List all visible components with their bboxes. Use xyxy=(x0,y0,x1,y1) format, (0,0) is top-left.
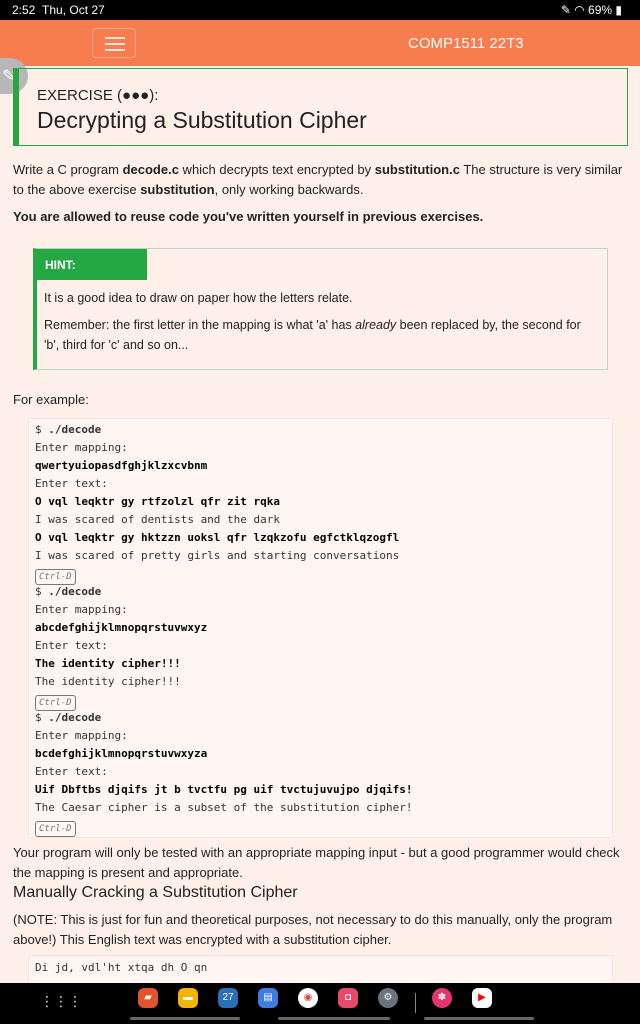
example-code-block xyxy=(28,418,613,838)
status-bar xyxy=(0,0,640,20)
output-line: I was scared of dentists and the dark xyxy=(35,513,281,526)
user-input-line: O vql leqktr gy rtfzolzl qfr zit rqka xyxy=(35,495,281,508)
settings-gear-icon[interactable]: ⚙ xyxy=(378,988,398,1008)
dock-divider xyxy=(415,993,416,1013)
command-text: ./decode xyxy=(48,585,102,598)
user-input-line: qwertyuiopasdfghjklzxcvbnm xyxy=(35,459,208,472)
pencil-icon: ✎ xyxy=(2,68,16,85)
flower-app-icon[interactable]: ✽ xyxy=(432,988,452,1008)
user-input-line: The identity cipher!!! xyxy=(35,657,181,670)
testing-note: Your program will only be tested with an appropriate mapping input - but a good programmer would check the mapping is present and appropriate. xyxy=(13,845,620,880)
shell-prompt: $ xyxy=(35,585,49,598)
exercise-title: Decrypting a Substitution Cipher xyxy=(37,107,367,133)
status-right: ✎ ◠ 69% ▮ xyxy=(560,3,622,17)
intro-paragraph: Write a C program decode.c which decrypts text encrypted by substitution.c The structure is very similar to the above exercise substitution, only working backwards. xyxy=(13,162,623,197)
output-line: Enter mapping: xyxy=(35,603,128,616)
status-time: 2:52 Thu, Oct 27 xyxy=(12,3,105,17)
user-input-line: Uif Dbftbs djqifs jt b tvctfu pg uif tvctujuvujpo djqifs! xyxy=(35,783,413,796)
section-heading: Manually Cracking a Substitution Cipher xyxy=(13,884,298,901)
app-drawer-icon[interactable]: ⋮⋮⋮ xyxy=(40,993,82,1009)
example-label: For example: xyxy=(13,392,89,407)
output-line: The Caesar cipher is a subset of the substitution cipher! xyxy=(35,801,413,814)
nav-pill-middle xyxy=(278,1017,390,1020)
chrome-app-icon[interactable]: ◉ xyxy=(298,988,318,1008)
command-text: ./decode xyxy=(48,711,102,724)
output-line: I was scared of pretty girls and starting conversations xyxy=(35,549,400,562)
hint-box xyxy=(33,248,608,370)
exercise-label: EXERCISE (●●●): xyxy=(37,87,159,104)
taskbar-dock xyxy=(0,983,640,1024)
command-line xyxy=(35,711,101,724)
messages-app-icon[interactable]: ▤ xyxy=(258,988,278,1008)
output-line: Enter text: xyxy=(35,477,108,490)
output-line: Enter mapping: xyxy=(35,729,128,742)
output-line: Enter text: xyxy=(35,639,108,652)
reuse-note: You are allowed to reuse code you've written yourself in previous exercises. xyxy=(13,209,484,224)
menu-button[interactable] xyxy=(92,28,136,58)
cipher-text-line: Di jd, vdl'ht xtqa dh O qn xyxy=(35,961,208,974)
command-line xyxy=(35,423,101,436)
nav-pill-left xyxy=(130,1017,240,1020)
shell-prompt: $ xyxy=(35,423,49,436)
user-input-line: abcdefghijklmnopqrstuvwxyz xyxy=(35,621,208,634)
nav-pill-right xyxy=(424,1017,534,1020)
top-navbar xyxy=(0,20,640,66)
course-title[interactable]: COMP1511 22T3 xyxy=(408,35,524,52)
files-app-icon[interactable]: ▬ xyxy=(178,988,198,1008)
user-input-line: bcdefghijklmnopqrstuvwxyza xyxy=(35,747,208,760)
hint-heading: HINT: xyxy=(37,249,147,280)
ctrl-d-key: Ctrl-D xyxy=(35,821,76,837)
shell-prompt: $ xyxy=(35,711,49,724)
output-line: Enter mapping: xyxy=(35,441,128,454)
exercise-header xyxy=(13,68,628,146)
ctrl-d-key: Ctrl-D xyxy=(35,695,76,711)
battery-level: 69% xyxy=(588,3,613,17)
command-line xyxy=(35,585,101,598)
hint-text-2: Remember: the first letter in the mapping is what 'a' has already been replaced by, the second for 'b', third for 'c' and so on... xyxy=(44,318,581,352)
output-line: Enter text: xyxy=(35,765,108,778)
notes-app-icon[interactable]: ▰ xyxy=(138,988,158,1008)
camera-app-icon[interactable]: ◘ xyxy=(338,988,358,1008)
section-note: (NOTE: This is just for fun and theoretical purposes, not necessary to do this manually, only the program above!) This English text was encrypted with a substitution cipher. xyxy=(13,912,613,947)
ctrl-d-key: Ctrl-D xyxy=(35,569,76,585)
user-input-line: O vql leqktr gy hktzzn uoksl qfr lzqkzofu egfctklqzogfl xyxy=(35,531,400,544)
command-text: ./decode xyxy=(48,423,102,436)
youtube-app-icon[interactable]: ▶ xyxy=(472,988,492,1008)
hint-text-1: It is a good idea to draw on paper how the letters relate. xyxy=(44,291,353,305)
output-line: The identity cipher!!! xyxy=(35,675,181,688)
calendar-app-icon[interactable]: 27 xyxy=(218,988,238,1008)
